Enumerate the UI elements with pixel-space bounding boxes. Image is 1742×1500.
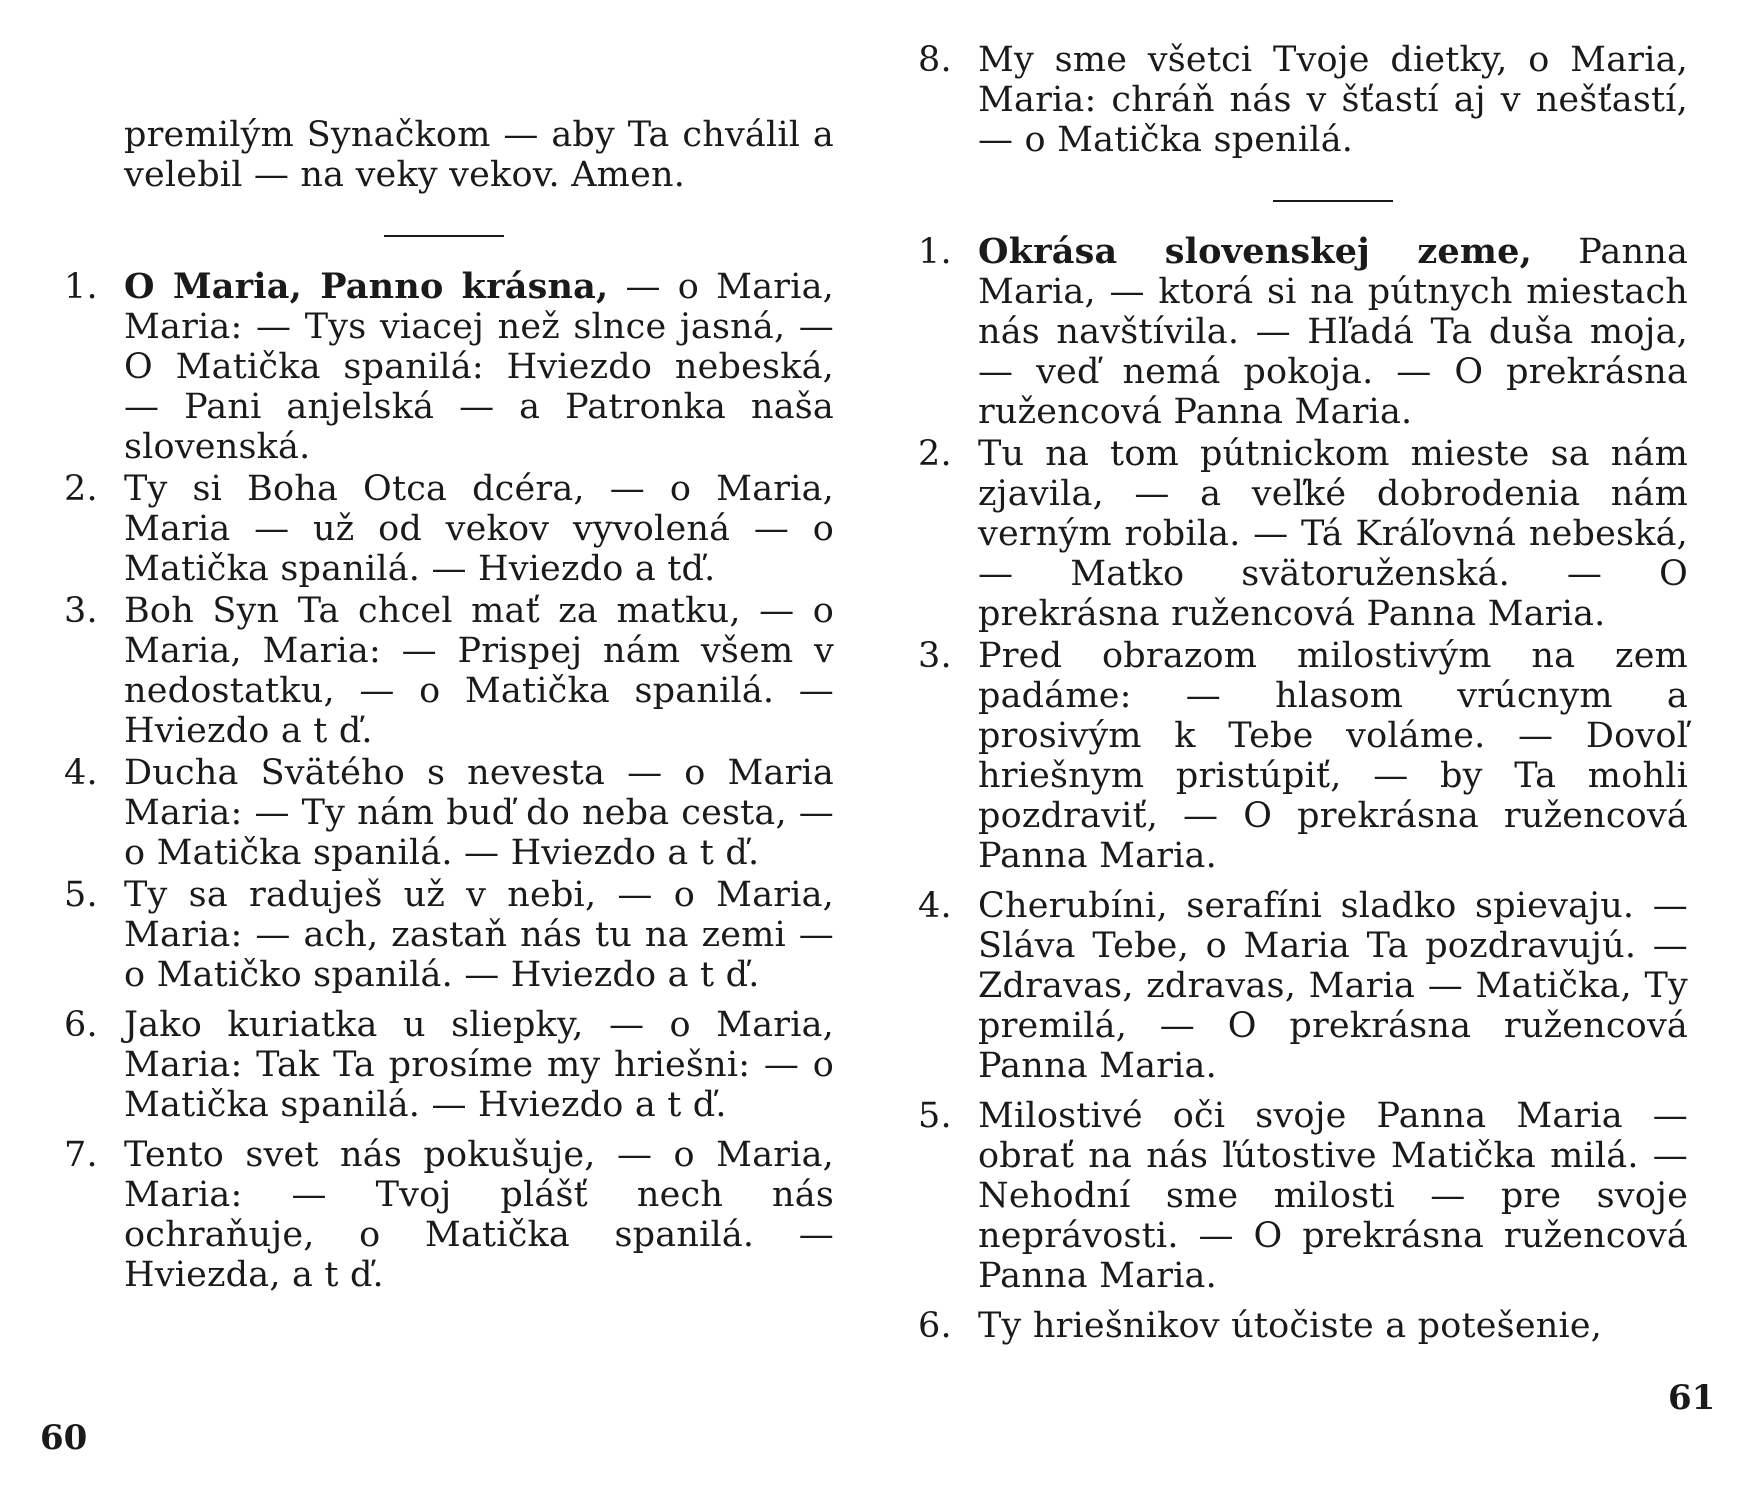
verse [64,753,834,873]
verse [64,875,834,995]
verse-number: 3. [918,636,952,676]
verse-number: 6. [918,1306,952,1346]
verse-number: 2. [64,469,98,509]
verse-number: 3. [64,591,98,631]
verse-body: Ducha Svätého s nevesta — o Maria Maria: — Ty nám buď do neba cesta, — o Matička spanilá. — Hviezdo a t ď. [124,753,834,873]
left-column [64,80,834,1297]
verse-lead: Okrása slovenskej zeme, [978,231,1532,272]
verse-number: 4. [918,886,952,926]
verse [918,1096,1688,1296]
verse-body: Panna Maria, — ktorá si na pútnych miestach nás navštívila. — Hľadá Ta duša moja, — veď nemá pokoja. — O prekrásna ružencová Panna Maria. [978,232,1689,432]
verse-text [124,267,834,467]
verse-body: Ty sa raduješ už v nebi, — o Maria, Maria: — ach, zastaň nás tu na zemi — o Matičko spanilá. — Hviezdo a t ď. [124,875,834,995]
verse [918,886,1688,1086]
verse-number: 5. [918,1096,952,1136]
verse [64,469,834,589]
verse-body: Jako kuriatka u sliepky, — o Maria, Maria: Tak Ta prosíme my hriešni: — o Matička spanilá. — Hviezdo a t ď. [124,1005,834,1125]
right-page [871,0,1742,1500]
verse [918,434,1688,634]
verse [64,1135,834,1295]
section-divider [1273,200,1393,202]
verse [64,267,834,467]
verse-body: — o Maria, Maria: — Tys viacej než slnce jasná, — O Matička spanilá: Hviezdo nebeská, — Pani anjelská — a Patronka naša slovenská. [124,267,834,467]
verse-body: Tento svet nás pokušuje, — o Maria, Maria: — Tvoj plášť nech nás ochraňuje, o Matička spanilá. — Hviezda, a t ď. [124,1135,834,1295]
page-number: 61 [1668,1378,1716,1418]
verse-text [978,232,1688,432]
verse-body: Tu na tom pútnickom mieste sa nám zjavila, — a veľké dobrodenia nám verným robila. — Tá Kráľovná nebeská, — Matko svätoruženská. — O prekrásna ružencová Panna Maria. [978,434,1688,634]
verse [918,232,1688,432]
verse-body: Ty hriešnikov útočiste a potešenie, [978,1306,1603,1346]
verse [918,40,1688,160]
verse [918,1306,1688,1346]
page-number: 60 [40,1418,88,1458]
verse-body: Pred obrazom milostivým na zem padáme: — hlasom vrúcnym a prosivým k Tebe voláme. — Dovoľ hriešnym pristúpiť, — by Ta mohli pozdraviť, — O prekrásna ružencová Panna Maria. [978,636,1688,876]
verse-body: Boh Syn Ta chcel mať za matku, — o Maria, Maria: — Prispej nám všem v nedostatku, — o Matička spanilá. — Hviezdo a t ď. [124,591,834,751]
verse-number: 2. [918,434,952,474]
verse [64,1005,834,1125]
verse-body: Cherubíni, serafíni sladko spievaju. — Sláva Tebe, o Maria Ta pozdravujú. — Zdravas, zdravas, Maria — Matička, Ty premilá, — O prekrásna ružencová Panna Maria. [978,886,1688,1086]
verse [64,591,834,751]
verse-number: 1. [64,267,98,307]
verse-body: Ty si Boha Otca dcéra, — o Maria, Maria — už od vekov vyvolená — o Matička spanilá. — Hviezdo a tď. [124,469,834,589]
intro-text: premilým Synačkom — aby Ta chválil a velebil — na veky vekov. Amen. [124,115,834,195]
verse-body: My sme všetci Tvoje dietky, o Maria, Maria: chráň nás v šťastí aj v nešťastí, — o Matička spenilá. [978,40,1688,160]
verse-lead: O Maria, Panno krásna, [124,266,609,307]
right-column [918,40,1688,1348]
verse-number: 8. [918,40,952,80]
verse-number: 4. [64,753,98,793]
verse [918,636,1688,876]
verse-number: 5. [64,875,98,915]
section-divider [384,235,504,237]
verse-number: 1. [918,232,952,272]
verse-body: Milostivé oči svoje Panna Maria — obrať na nás ľútostive Matička milá. — Nehodní sme milosti — pre svoje neprávosti. — O prekrásna ružencová Panna Maria. [978,1096,1688,1296]
verse-number: 6. [64,1005,98,1045]
verse-number: 7. [64,1135,98,1175]
